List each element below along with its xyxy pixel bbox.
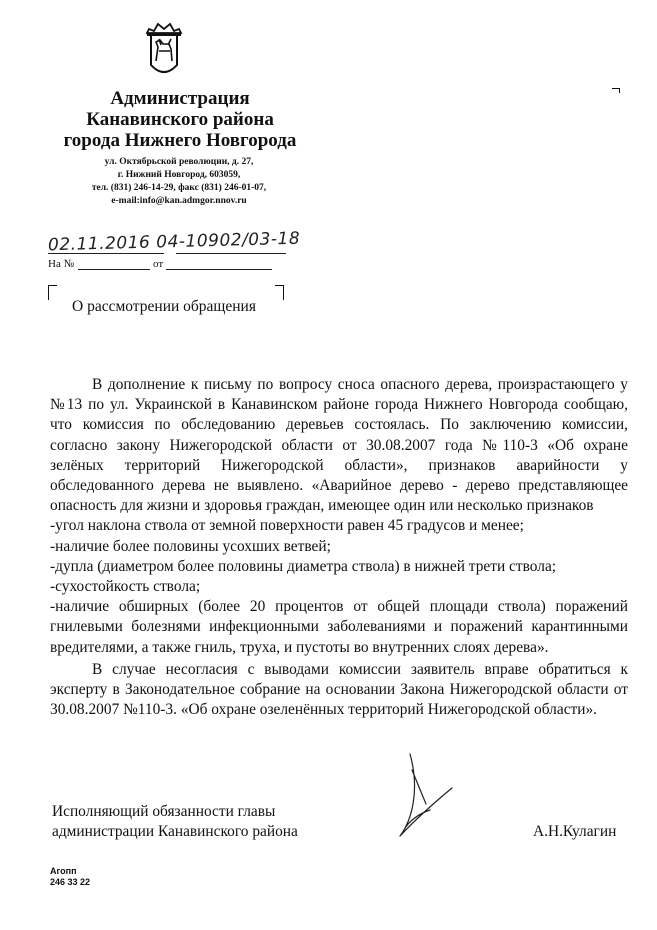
ref-no-line (78, 269, 150, 270)
corner-mark-right (275, 285, 284, 300)
list-item: -угол наклона ствола от земной поверхности равен 45 градусов и менее; (50, 517, 524, 535)
org-name-line2: Канавинского района (86, 109, 274, 130)
ref-from-line (166, 269, 272, 270)
paragraph-1: В дополнение к письму по вопросу сноса опасного дерева, произрастающего у №13 по ул. Украинской в Канавинском районе города Нижнего Новгорода сообщаю, что комиссия по обследованию деревьев состоялась. По заключению комиссии, согласно закону Нижегородской области от 30.08.2007 года №110-3 «Об охране зелёных территорий Нижегородской области», признаков аварийности у обследованного дерева не выявлено. «Аварийное дерево - дерево представляющее опасность для жизни и здоровья граждан, имеющее один или несколько признаков (50, 376, 628, 515)
subject-line: О рассмотрении обращения (72, 298, 256, 315)
corner-mark-top-right (612, 88, 620, 93)
org-name-line1: Администрация (110, 88, 250, 109)
signature-scribble (360, 750, 480, 840)
executor-phone: 246 33 22 (50, 877, 91, 887)
number-line (176, 253, 286, 254)
ref-from-label: от (153, 258, 164, 270)
paragraph-2: В случае несогласия с выводами комиссии заявитель вправе обратиться к эксперту в Законодательное собрание на основании Закона Нижегородской области от 30.08.2007 №110-3. «Об охране озеленённых территорий Нижегородской области». (50, 660, 628, 719)
signatory-position-line1: Исполняющий обязанности главы (52, 803, 276, 820)
org-name-line3: города Нижнего Новгорода (63, 130, 297, 151)
handwritten-reference: 02.11.2016 04-10902/03-18 (47, 228, 301, 256)
coat-of-arms-icon (141, 21, 187, 83)
ref-no-label: На № (48, 258, 75, 270)
signatory-position-line2: администрации Канавинского района (52, 823, 298, 840)
signatory-name: А.Н.Кулагин (533, 823, 617, 840)
executor-name: Агопп (50, 866, 77, 876)
list-item: -наличие обширных (более 20 процентов от общей площади ствола) поражений гнилевыми болезнями инфекционными заболеваниями и поражений карантинными вредителями, а также гниль, труха, и пустоты во внутренних слоях дерева». (50, 598, 628, 656)
date-line (48, 253, 164, 254)
address-line2: г. Нижний Новгород, 603059, (117, 170, 241, 180)
phones-line: тел. (831) 246-14-29, факс (831) 246-01-07, (91, 183, 267, 193)
email-line: e-mail:info@kan.admgor.nnov.ru (111, 196, 247, 206)
corner-mark-left (48, 285, 57, 300)
list-item: -наличие более половины усохших ветвей; (50, 537, 331, 555)
main-body (50, 375, 628, 720)
list-item: -сухостойкость ствола; (50, 578, 201, 596)
list-item: -дупла (диаметром более половины диаметра ствола) в нижней трети ствола; (50, 557, 557, 575)
address-line1: ул. Октябрьской революции, д. 27, (104, 157, 254, 167)
